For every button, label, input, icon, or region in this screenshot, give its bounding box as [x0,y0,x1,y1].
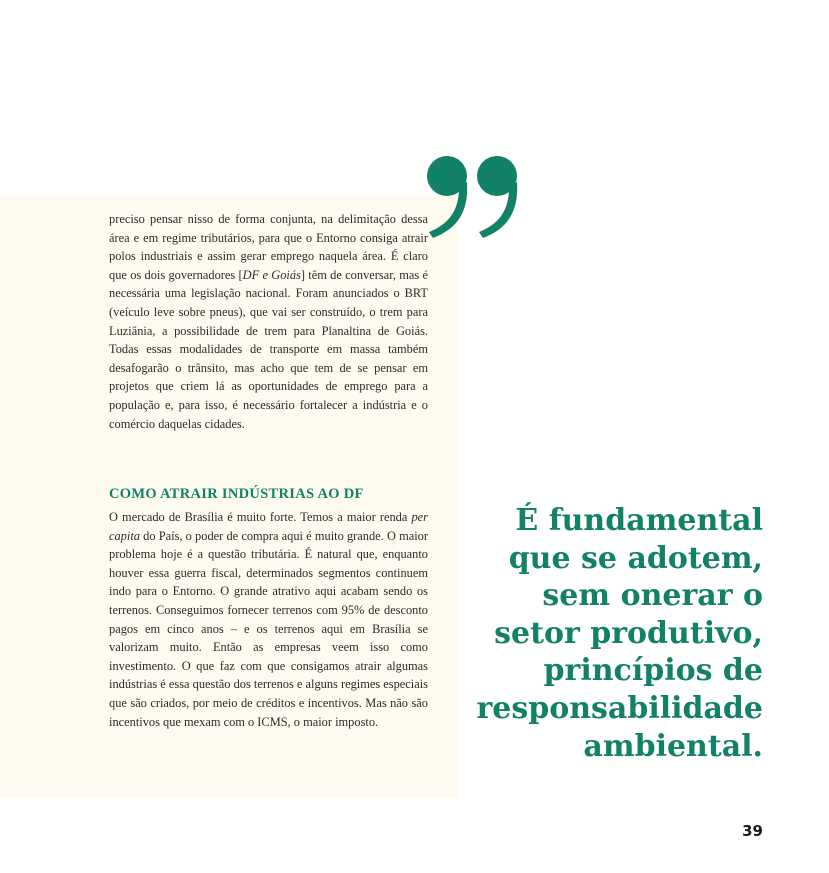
pullquote-line: princípios de [543,653,763,689]
paragraph-2-start: O mercado de Brasília é muito forte. Temos a maior renda [109,510,412,524]
article-paragraph-1 [109,210,428,433]
article-paragraph-2 [109,508,428,731]
pullquote-line: que se adotem, [508,540,763,576]
paragraph-1-start: preciso pensar nisso de forma conjunta, na delimitação dessa área e em regime tributários, para que o Entorno consiga atrair polos industriais e assim gerar emprego naquela área. É claro que os dois governadores [ [109,212,428,282]
pullquote-line: É fundamental [515,503,763,538]
pullquote-line: sem onerar o [542,578,763,614]
page-number: 39 [742,822,763,840]
pullquote-line: ambiental. [583,728,763,764]
paragraph-2-italic: per capita [109,510,428,543]
pullquote [433,502,763,765]
section-heading: COMO ATRAIR INDÚSTRIAS AO DF [109,486,364,502]
paragraph-1-bracket-italic: DF e Goiás [242,267,301,282]
paragraph-1-end: ] têm de conversar, mas é necessária uma legislação nacional. Foram anunciados o BRT (veículo leve sobre pneus), que vai ser construído, o trem para Luziânia, a possibilidade de trem para Planaltina de Goiás. Todas essas modalidades de transporte em massa também desafogarão o trânsito, mas acho que tem de se pensar em projetos que criem lá as oportunidades de emprego para a população e, para isso, é necessário fortalecer a indústria e o comércio daquelas cidades. [109,267,428,431]
closing-quotation-mark-icon [420,140,530,240]
pullquote-line: responsabilidade [476,690,763,726]
paragraph-2-end: do País, o poder de compra aqui é muito grande. O maior problema hoje é a questão tributária. É natural que, enquanto houver essa guerra fiscal, determinados segmentos continuem indo para o Entorno. O grande atrativo aqui acabam sendo os terrenos. Conseguimos fornecer terrenos com 95% de desconto pagos em cinco anos – e os terrenos aqui em Brasília se valorizam muito. Então as empresas veem isso como investimento. O que faz com que consigamos atrair algumas indústrias é essa questão dos terrenos e alguns regimes especiais que são criados, por meio de créditos e incentivos. Mas não são incentivos que mexam com o ICMS, o maior imposto. [109,528,428,729]
pullquote-line: setor produtivo, [494,615,763,651]
